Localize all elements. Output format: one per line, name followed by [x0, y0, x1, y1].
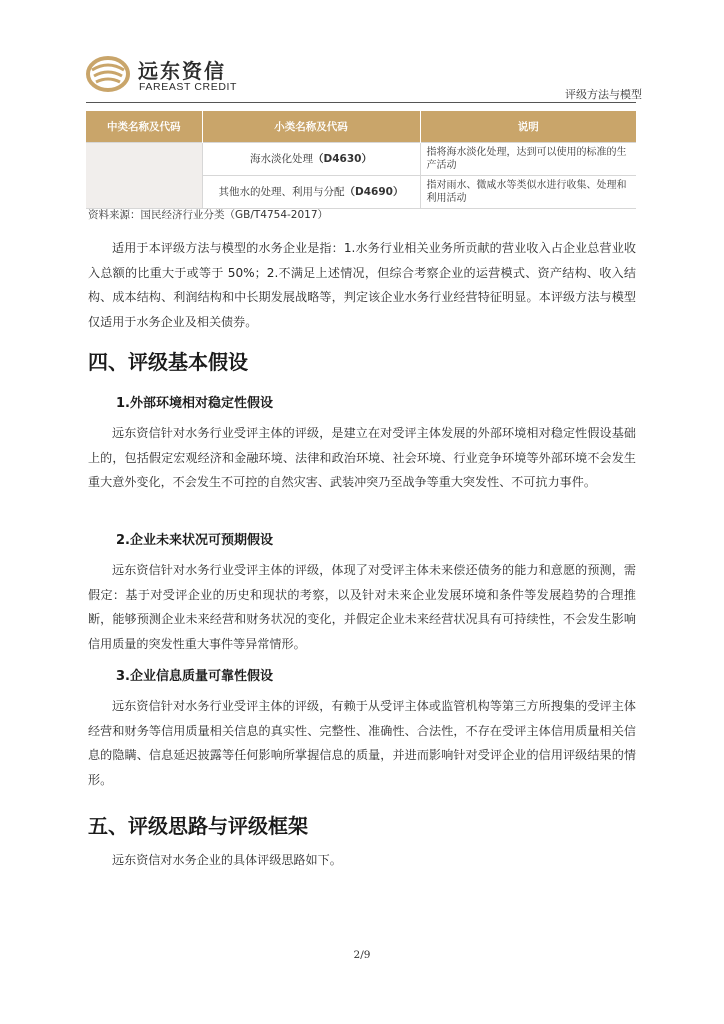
- subcategory-name: 海水淡化处理: [250, 153, 314, 165]
- subsection-1-text: 远东资信针对水务行业受评主体的评级，是建立在对受评主体发展的外部环境相对稳定性假设基础上的，包括假定宏观经济和金融环境、法律和政治环境、社会环境、行业竞争环境等外部环境不会发生重大意外变化，不会发生不可控的自然灾害、武装冲突乃至战争等重大突发性、不可抗力事件。: [88, 426, 636, 489]
- company-logo: [86, 52, 246, 96]
- section-5-text: 远东资信对水务企业的具体评级思路如下。: [112, 853, 342, 867]
- column-header-note: 说明: [420, 111, 636, 143]
- subsection-3-heading: 3.企业信息质量可靠性假设: [116, 669, 273, 684]
- note-cell: 指对雨水、微咸水等类似水进行收集、处理和利用活动: [420, 176, 636, 209]
- subcategory-cell: [202, 176, 420, 209]
- fareast-logo-icon: [86, 54, 130, 94]
- subcategory-code: （D4690）: [344, 186, 404, 198]
- category-cell: [86, 143, 202, 209]
- subcategory-cell: [202, 143, 420, 176]
- note-cell: 指将海水淡化处理，达到可以使用的标准的生产活动: [420, 143, 636, 176]
- subsection-1-heading: 1.外部环境相对稳定性假设: [116, 396, 273, 411]
- subsection-2-text: 远东资信针对水务行业受评主体的评级，体现了对受评主体未来偿还债务的能力和意愿的预测，需假定：基于对受评企业的历史和现状的考察，以及针对未来企业发展环境和条件等发展趋势的合理推断，能够预测企业未来经营和财务状况的变化，并假定企业未来经营状况具有可持续性，不会发生影响信用质量的突发性重大事件等异常情形。: [88, 563, 636, 651]
- subcategory-code: （D4630）: [313, 153, 372, 165]
- header-divider: [86, 102, 636, 103]
- section-5-heading: 五、评级思路与评级框架: [88, 814, 308, 838]
- table-source-note: 资料来源：国民经济行业分类（GB/T4754-2017）: [88, 209, 329, 221]
- intro-paragraph: 适用于本评级方法与模型的水务企业是指：1.水务行业相关业务所贡献的营业收入占企业总营业收入总额的比重大于或等于 50%；2.不满足上述情况，但综合考察企业的运营模式、资产结构、收入结构、成本结构、利润结构和中长期发展战略等，判定该企业水务行业经营特征明显。本评级方法与模型仅适用于水务企业及相关债券。: [88, 241, 636, 329]
- subsection-2-heading: 2.企业未来状况可预期假设: [116, 533, 273, 548]
- subsection-3-text: 远东资信针对水务行业受评主体的评级，有赖于从受评主体或监管机构等第三方所搜集的受评主体经营和财务等信用质量相关信息的真实性、完整性、准确性、合法性，不存在受评主体信用质量相关信息的隐瞒、信息延迟披露等任何影响所掌握信息的质量，并进而影响针对受评企业的信用评级结果的情形。: [88, 699, 636, 787]
- logo-english-name: FAREAST CREDIT: [139, 81, 238, 93]
- subcategory-name: 其他水的处理、利用与分配: [218, 186, 345, 198]
- page-number: 2/9: [353, 949, 371, 961]
- table-header-row: [86, 111, 636, 143]
- logo-chinese-name: 远东资信: [138, 59, 226, 83]
- page-header: [86, 52, 642, 102]
- table-row: [86, 143, 636, 176]
- industry-classification-table: [86, 111, 636, 209]
- section-4-heading: 四、评级基本假设: [88, 350, 248, 374]
- column-header-subcategory: 小类名称及代码: [202, 111, 420, 143]
- document-title: 评级方法与模型: [565, 88, 642, 101]
- column-header-category: 中类名称及代码: [86, 111, 202, 143]
